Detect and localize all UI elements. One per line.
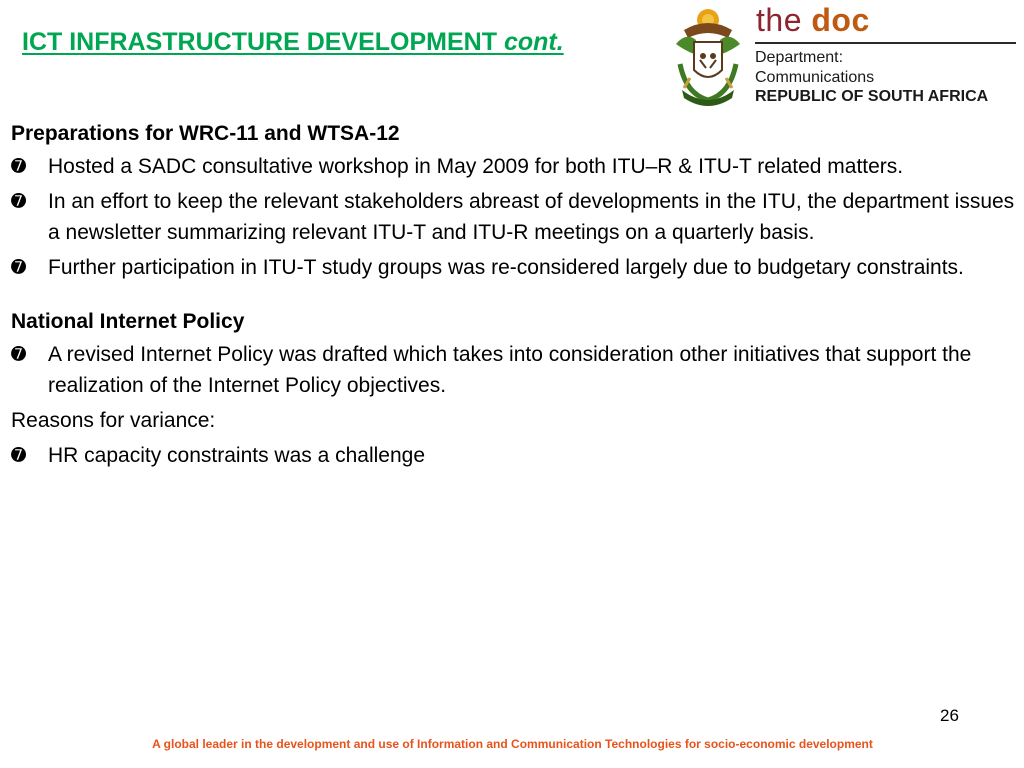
republic-name: REPUBLIC OF SOUTH AFRICA bbox=[755, 88, 989, 105]
bullet-text: HR capacity constraints was a challenge bbox=[48, 444, 426, 467]
slide-title-text: ICT INFRASTRUCTURE DEVELOPMENT bbox=[22, 28, 497, 56]
footer-tagline: A global leader in the development and use of Information and Communication Technologies for socio-economic development bbox=[152, 737, 873, 751]
department-logo bbox=[664, 0, 1020, 116]
bullet-item bbox=[11, 339, 1016, 401]
brand-the: the bbox=[756, 2, 802, 38]
brand-wordmark bbox=[756, 2, 870, 39]
department-line-1: Department: bbox=[755, 49, 844, 66]
department-name bbox=[755, 48, 874, 88]
section-heading-internet: National Internet Policy bbox=[11, 310, 245, 333]
section-heading-wrc: Preparations for WRC-11 and WTSA-12 bbox=[11, 122, 400, 145]
page-number: 26 bbox=[940, 706, 959, 725]
bullet-icon: ➐ bbox=[11, 445, 27, 465]
slide-title-suffix: cont. bbox=[503, 28, 564, 56]
bullet-text: A revised Internet Policy was drafted which takes into consideration other initiatives that support the realization of the Internet Policy objectives. bbox=[48, 343, 972, 397]
coat-of-arms-icon bbox=[666, 4, 750, 110]
slide-title bbox=[22, 28, 564, 57]
bullet-item bbox=[11, 151, 1016, 182]
bullet-icon: ➐ bbox=[11, 344, 27, 364]
bullet-text: In an effort to keep the relevant stakeholders abreast of developments in the ITU, the department issues a newsletter summarizing relevant ITU-T and ITU-R meetings on a quarterly basis. bbox=[48, 190, 1015, 244]
bullet-item bbox=[11, 440, 1016, 471]
bullet-item bbox=[11, 186, 1016, 248]
variance-label: Reasons for variance: bbox=[11, 409, 216, 432]
bullet-icon: ➐ bbox=[11, 257, 27, 277]
bullet-icon: ➐ bbox=[11, 191, 27, 211]
bullet-icon: ➐ bbox=[11, 156, 27, 176]
slide-body bbox=[11, 118, 1016, 475]
brand-doc: doc bbox=[811, 2, 870, 38]
bullet-text: Further participation in ITU-T study groups was re-considered largely due to budgetary constraints. bbox=[48, 256, 964, 279]
bullet-text: Hosted a SADC consultative workshop in May 2009 for both ITU–R & ITU-T related matters. bbox=[48, 155, 904, 178]
logo-divider bbox=[755, 42, 1016, 44]
bullet-item bbox=[11, 252, 1016, 283]
department-line-2: Communications bbox=[755, 69, 875, 86]
